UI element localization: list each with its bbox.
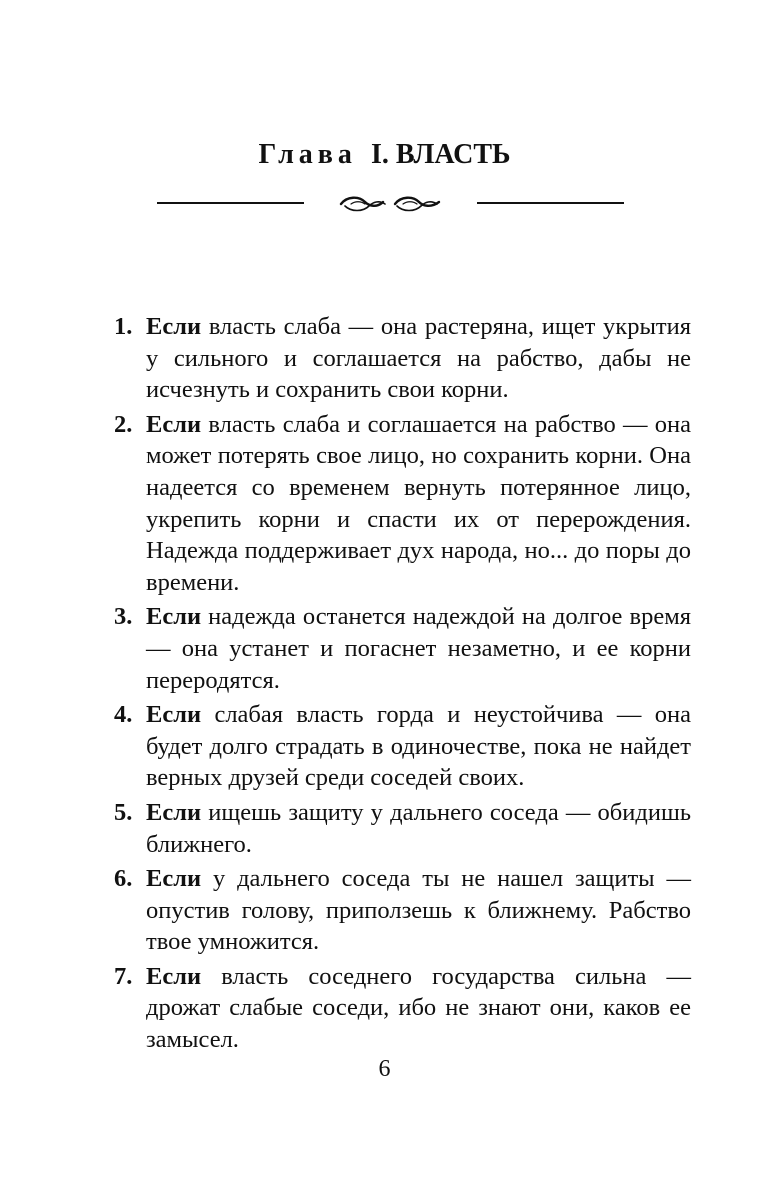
item-number: 7.: [114, 962, 133, 990]
item-text: у дальнего соседа ты не нашел защиты — опустив голову, приползешь к ближнему. Рабство твое умножится.: [146, 865, 692, 956]
list-item: [114, 961, 691, 1056]
aphorism-list: [114, 311, 691, 1059]
chapter-label: Глава: [258, 138, 357, 170]
list-item: [114, 311, 691, 406]
list-item: [114, 699, 691, 794]
item-text: власть соседнего государства сильна — дрожат слабые соседи, ибо не знают они, каков ее замысел.: [146, 962, 692, 1054]
chapter-title: [0, 135, 769, 175]
ornament-rule-left: [157, 202, 304, 204]
item-number: 2.: [114, 410, 133, 438]
chapter-numeral: I.: [370, 138, 389, 170]
list-item: [114, 863, 691, 958]
item-text: ищешь защиту у дальнего соседа — обидишь ближнего.: [146, 798, 691, 858]
ornament-rule-right: [477, 202, 624, 204]
item-lead: Если: [146, 410, 202, 438]
item-lead: Если: [146, 962, 202, 990]
item-number: 4.: [114, 701, 133, 729]
chapter-ornament: [0, 188, 769, 218]
item-lead: Если: [146, 865, 202, 893]
item-text: слабая власть горда и неустойчива — она будет долго страдать в одиночестве, пока не найдет верных друзей среди соседей своих.: [146, 701, 691, 792]
item-lead: Если: [146, 313, 202, 340]
list-item: [114, 797, 691, 860]
item-number: 1.: [114, 313, 133, 340]
list-item: [114, 601, 691, 696]
item-number: 3.: [114, 603, 133, 631]
chapter-name: ВЛАСТЬ: [395, 138, 511, 170]
item-text: надежда останется надеждой на долгое время — она устанет и погаснет незаметно, и ее корни переродятся.: [146, 603, 691, 694]
item-text: власть слаба и соглашается на рабство — она может потерять свое лицо, но сохранить корни. Она надеется со временем вернуть потерянное лицо, укрепить корни и спасти их от перерождения. Надежда поддерживает дух народа, но... до поры до времени.: [146, 410, 691, 596]
item-lead: Если: [146, 701, 202, 729]
item-number: 5.: [114, 798, 133, 826]
item-text: власть слаба — она растеряна, ищет укрытия у сильного и соглашается на рабство, дабы не исчезнуть и сохранить свои корни.: [146, 313, 692, 404]
page-number: 6: [378, 1056, 391, 1082]
list-item: [114, 409, 691, 599]
flourish-icon: [337, 192, 443, 216]
item-number: 6.: [114, 865, 133, 893]
item-lead: Если: [146, 603, 202, 631]
item-lead: Если: [146, 798, 202, 826]
